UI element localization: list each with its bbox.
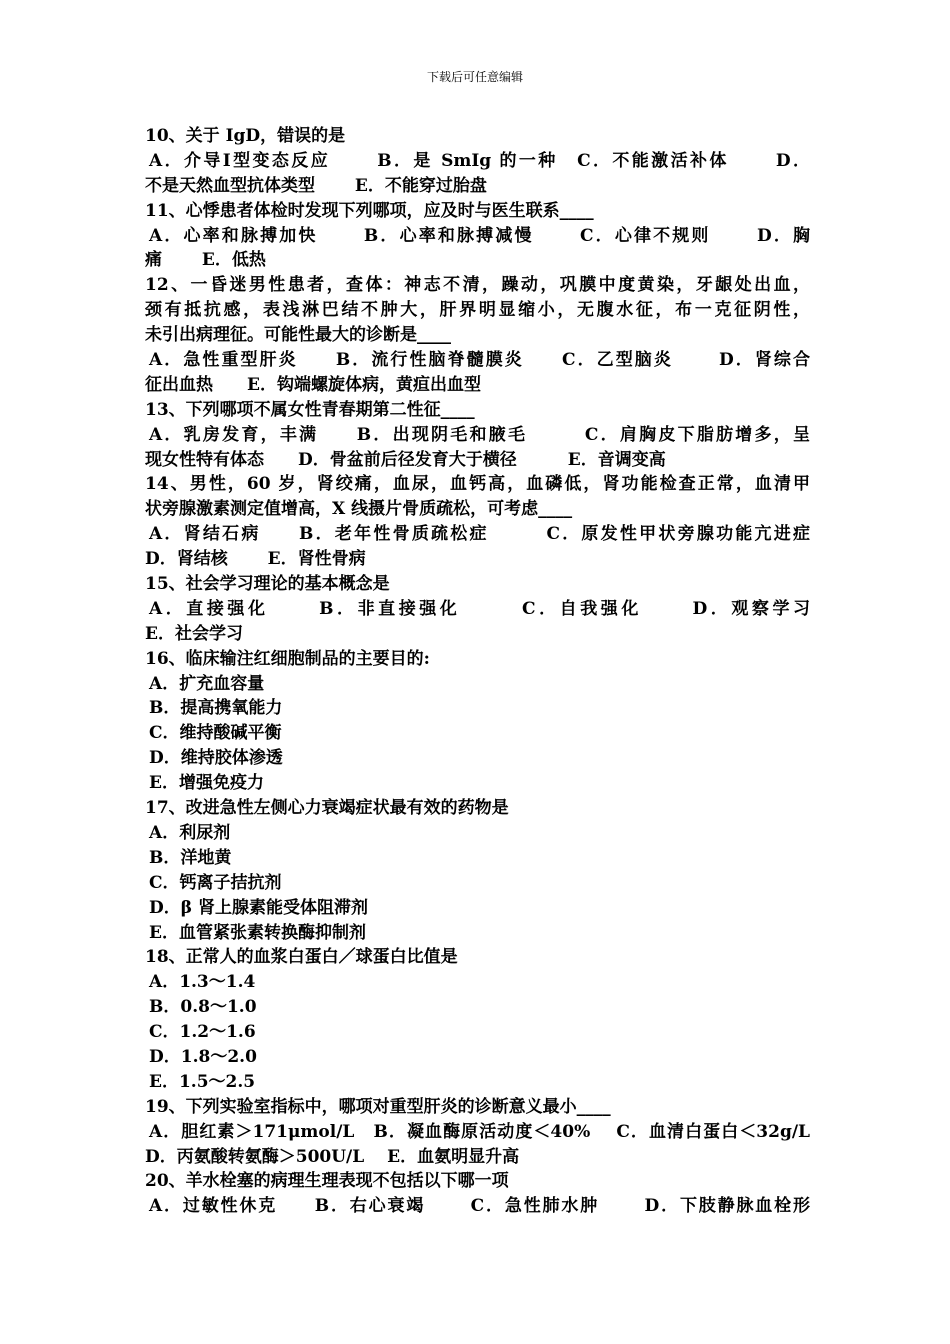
- text-line: 18、正常人的血浆白蛋白／球蛋白比值是: [145, 947, 458, 968]
- text-line: D．1.8～2.0: [149, 1046, 257, 1067]
- text-line: 现女性特有体态 D．骨盆前后径发育大于横径 E．音调变高: [145, 449, 666, 470]
- text-line: A．利尿剂: [149, 822, 231, 843]
- text-line: 13、下列哪项不属女性青春期第二性征____: [145, 399, 475, 420]
- text-line: C．维持酸碱平衡: [149, 723, 282, 744]
- document-body: [145, 124, 810, 1219]
- page-header: 下载后可任意编辑: [426, 70, 523, 84]
- text-line: E．血管紧张素转换酶抑制剂: [149, 922, 366, 943]
- text-line: 不是天然血型抗体类型 E．不能穿过胎盘: [145, 175, 487, 196]
- text-line: D．维持胶体渗透: [149, 748, 283, 769]
- text-line: A．胆红素＞171μmol/L B．凝血酶原活动度＜40% C．血清白蛋白＜32g/L: [149, 1121, 810, 1142]
- text-line: B．提高携氧能力: [149, 698, 283, 719]
- text-line: 15、社会学习理论的基本概念是: [145, 574, 390, 595]
- text-line: 11、心悸患者体检时发现下列哪项，应及时与医生联系____: [145, 200, 594, 221]
- text-line: A．介导Ⅰ型变态反应 B．是 SmIg 的一种 C．不能激活补体 D．: [149, 150, 810, 171]
- text-line: D．β 肾上腺素能受体阻滞剂: [149, 897, 368, 918]
- text-line: 状旁腺激素测定值增高，X 线摄片骨质疏松，可考虑____: [145, 499, 573, 520]
- text-line: E．1.5～2.5: [149, 1071, 256, 1092]
- text-line: A．心率和脉搏加快 B．心率和脉搏减慢 C．心律不规则 D．胸: [149, 225, 810, 246]
- text-line: 颈有抵抗感，表浅淋巴结不肿大，肝界明显缩小，无腹水征，布一克征阴性，: [145, 300, 810, 321]
- text-line: 19、下列实验室指标中，哪项对重型肝炎的诊断意义最小____: [145, 1096, 611, 1117]
- text-line: D．丙氨酸转氨酶＞500U/L E．血氨明显升高: [145, 1146, 520, 1167]
- text-line: 16、临床输注红细胞制品的主要目的:: [145, 648, 430, 669]
- text-line: A．扩充血容量: [149, 673, 265, 694]
- text-line: 20、羊水栓塞的病理生理表现不包括以下哪一项: [145, 1171, 509, 1192]
- text-line: C．钙离子拮抗剂: [149, 872, 282, 893]
- text-line: 征出血热 E．钩端螺旋体病，黄疸出血型: [145, 374, 481, 395]
- text-line: 10、关于 IgD，错误的是: [145, 126, 346, 146]
- text-line: E．增强免疫力: [149, 773, 264, 794]
- text-line: 痛 E．低热: [145, 250, 266, 271]
- text-line: 未引出病理征。可能性最大的诊断是____: [145, 325, 451, 346]
- text-line: 14、男性，60 岁，肾绞痛，血尿，血钙高，血磷低，肾功能检查正常，血清甲: [145, 474, 810, 495]
- text-line: A．1.3～1.4: [149, 972, 256, 993]
- text-line: E．社会学习: [145, 623, 243, 644]
- text-line: A．过敏性休克 B．右心衰竭 C．急性肺水肿 D．下肢静脉血栓形: [149, 1196, 810, 1217]
- text-line: D．肾结核 E．肾性骨病: [145, 549, 366, 570]
- text-line: 17、改进急性左侧心力衰竭症状最有效的药物是: [145, 798, 509, 819]
- text-line: B．0.8～1.0: [149, 997, 257, 1018]
- text-line: A．肾结石病 B．老年性骨质疏松症 C．原发性甲状旁腺功能亢进症: [149, 524, 810, 545]
- text-line: A．乳房发育，丰满 B．出现阴毛和腋毛 C．肩胸皮下脂肪增多，呈: [149, 424, 810, 445]
- text-line: A．急性重型肝炎 B．流行性脑脊髓膜炎 C．乙型脑炎 D．肾综合: [149, 350, 810, 371]
- text-line: C．1.2～1.6: [149, 1022, 256, 1043]
- text-line: B．洋地黄: [149, 847, 232, 868]
- text-line: A．直接强化 B．非直接强化 C．自我强化 D．观察学习: [149, 598, 810, 619]
- text-line: 12、一昏迷男性患者，查体：神志不清，躁动，巩膜中度黄染，牙龈处出血，: [145, 275, 810, 296]
